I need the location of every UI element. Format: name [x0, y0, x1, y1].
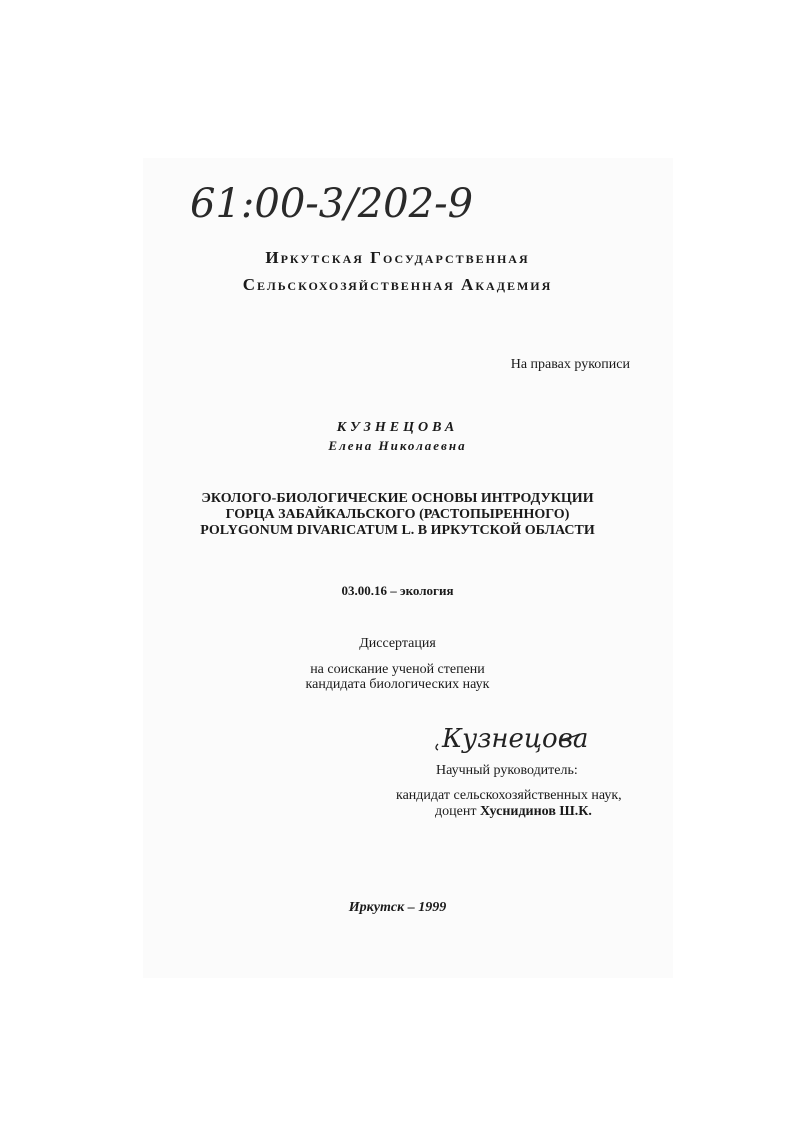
supervisor-name: Хуснидинов Ш.К. — [479, 804, 592, 819]
academy-name-line1: Иркутская Государственная — [265, 248, 530, 267]
academy-name-line2: Сельскохозяйственная Академия — [242, 275, 553, 294]
city-year: Иркутск – 1999 — [348, 900, 447, 915]
specialty-code: 03.00.16 – экология — [341, 583, 454, 598]
supervisor-degree: кандидат сельскохозяйственных наук, — [396, 788, 622, 803]
author-signature — [430, 712, 590, 762]
author-name: Елена Николаевна — [328, 438, 467, 453]
dissertation-label: Диссертация — [359, 636, 436, 651]
rights-note: На правах рукописи — [510, 357, 630, 372]
signature-text: Кузнецова — [442, 724, 589, 754]
archive-code-text: 61:00-3/202-9 — [190, 181, 474, 227]
supervisor-name-line — [435, 804, 592, 820]
degree-line-1: на соискание ученой степени — [310, 662, 485, 677]
title-line-3: POLYGONUM DIVARICATUM L. В ИРКУТСКОЙ ОБЛАСТИ — [200, 523, 595, 538]
degree-line-2: кандидата биологических наук — [305, 677, 490, 692]
supervisor-heading: Научный руководитель: — [436, 763, 578, 778]
author-surname: КУЗНЕЦОВА — [336, 420, 459, 435]
supervisor-title: доцент — [435, 804, 477, 819]
title-line-2: ГОРЦА ЗАБАЙКАЛЬСКОГО (РАСТОПЫРЕННОГО) — [225, 507, 570, 522]
title-line-1: ЭКОЛОГО-БИОЛОГИЧЕСКИЕ ОСНОВЫ ИНТРОДУКЦИИ — [201, 491, 594, 506]
archive-code-handwritten — [190, 175, 490, 235]
